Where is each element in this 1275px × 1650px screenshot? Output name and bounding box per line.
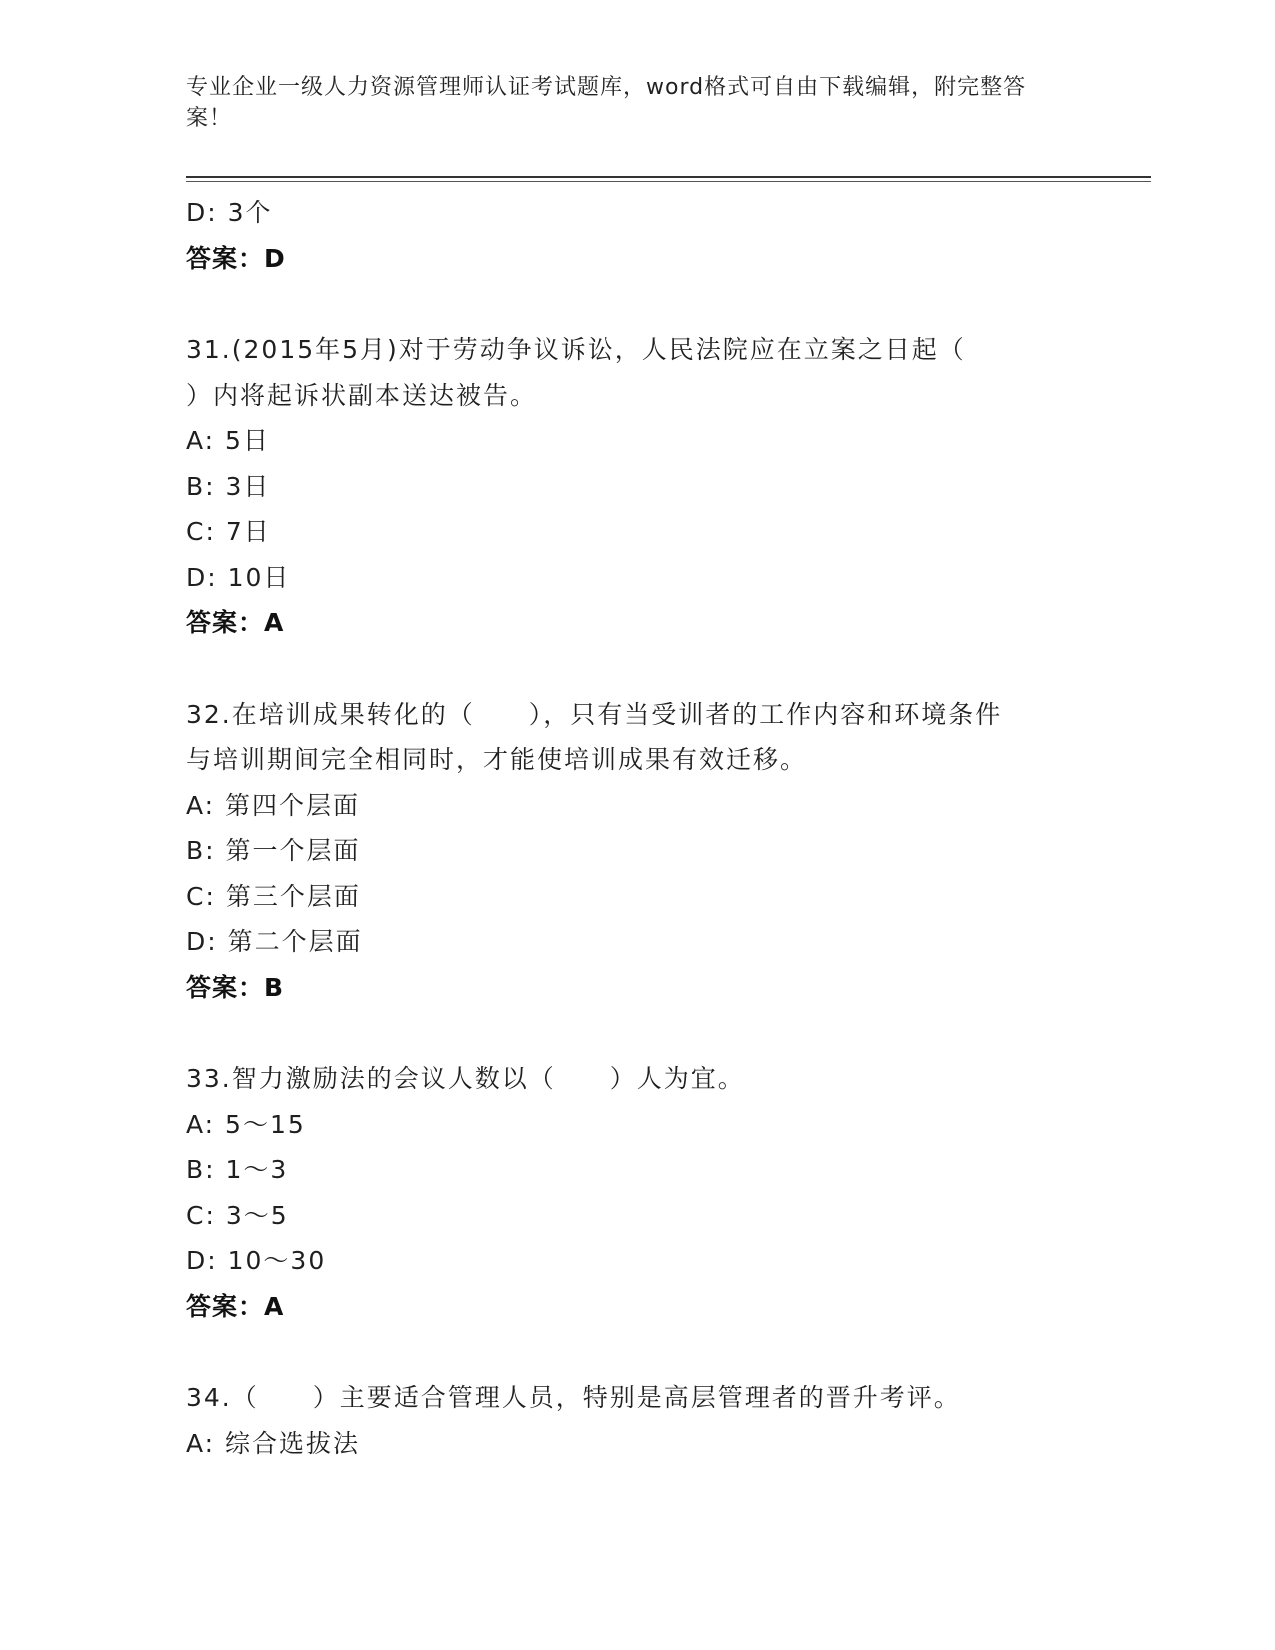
option-c: C: 7日 bbox=[186, 517, 271, 546]
option-d: D: 3个 bbox=[186, 198, 273, 227]
answer: 答案：D bbox=[186, 243, 286, 273]
spacer bbox=[186, 281, 1066, 327]
option-c: C: 3～5 bbox=[186, 1200, 289, 1230]
option-a: A: 综合选拔法 bbox=[186, 1428, 361, 1458]
option-a: A: 5日 bbox=[186, 426, 270, 455]
answer: 答案：A bbox=[186, 1291, 285, 1321]
spacer bbox=[186, 646, 1066, 692]
option-b: B: 3日 bbox=[186, 471, 271, 501]
option-d: D: 10日 bbox=[186, 562, 291, 592]
question-text: 31.(2015年5月)对于劳动争议诉讼，人民法院应在立案之日起（ bbox=[186, 335, 966, 364]
spacer bbox=[186, 1010, 1066, 1056]
question-list bbox=[186, 190, 1066, 1466]
question-text: 34.（ ）主要适合管理人员，特别是高层管理者的晋升考评。 bbox=[186, 1383, 961, 1412]
question-text: 33.智力激励法的会议人数以（ ）人为宜。 bbox=[186, 1064, 745, 1093]
option-b: B: 第一个层面 bbox=[186, 836, 361, 865]
question-text: 与培训期间完全相同时，才能使培训成果有效迁移。 bbox=[186, 745, 808, 774]
question-text: 32.在培训成果转化的（ ），只有当受训者的工作内容和环境条件 bbox=[186, 699, 1003, 729]
option-b: B: 1～3 bbox=[186, 1155, 289, 1184]
spacer bbox=[186, 1329, 1066, 1375]
answer: 答案：A bbox=[186, 608, 285, 637]
option-d: D: 第二个层面 bbox=[186, 927, 363, 956]
option-a: A: 5～15 bbox=[186, 1109, 306, 1139]
question-text: ）内将起诉状副本送达被告。 bbox=[186, 380, 538, 410]
header-divider bbox=[186, 176, 1151, 178]
page-header: 专业企业一级人力资源管理师认证考试题库，word格式可自由下载编辑，附完整答案！ bbox=[186, 75, 1027, 131]
header-divider-thin bbox=[186, 181, 1151, 182]
option-d: D: 10～30 bbox=[186, 1246, 327, 1275]
answer: 答案：B bbox=[186, 972, 285, 1002]
option-c: C: 第三个层面 bbox=[186, 881, 361, 911]
option-a: A: 第四个层面 bbox=[186, 790, 361, 820]
